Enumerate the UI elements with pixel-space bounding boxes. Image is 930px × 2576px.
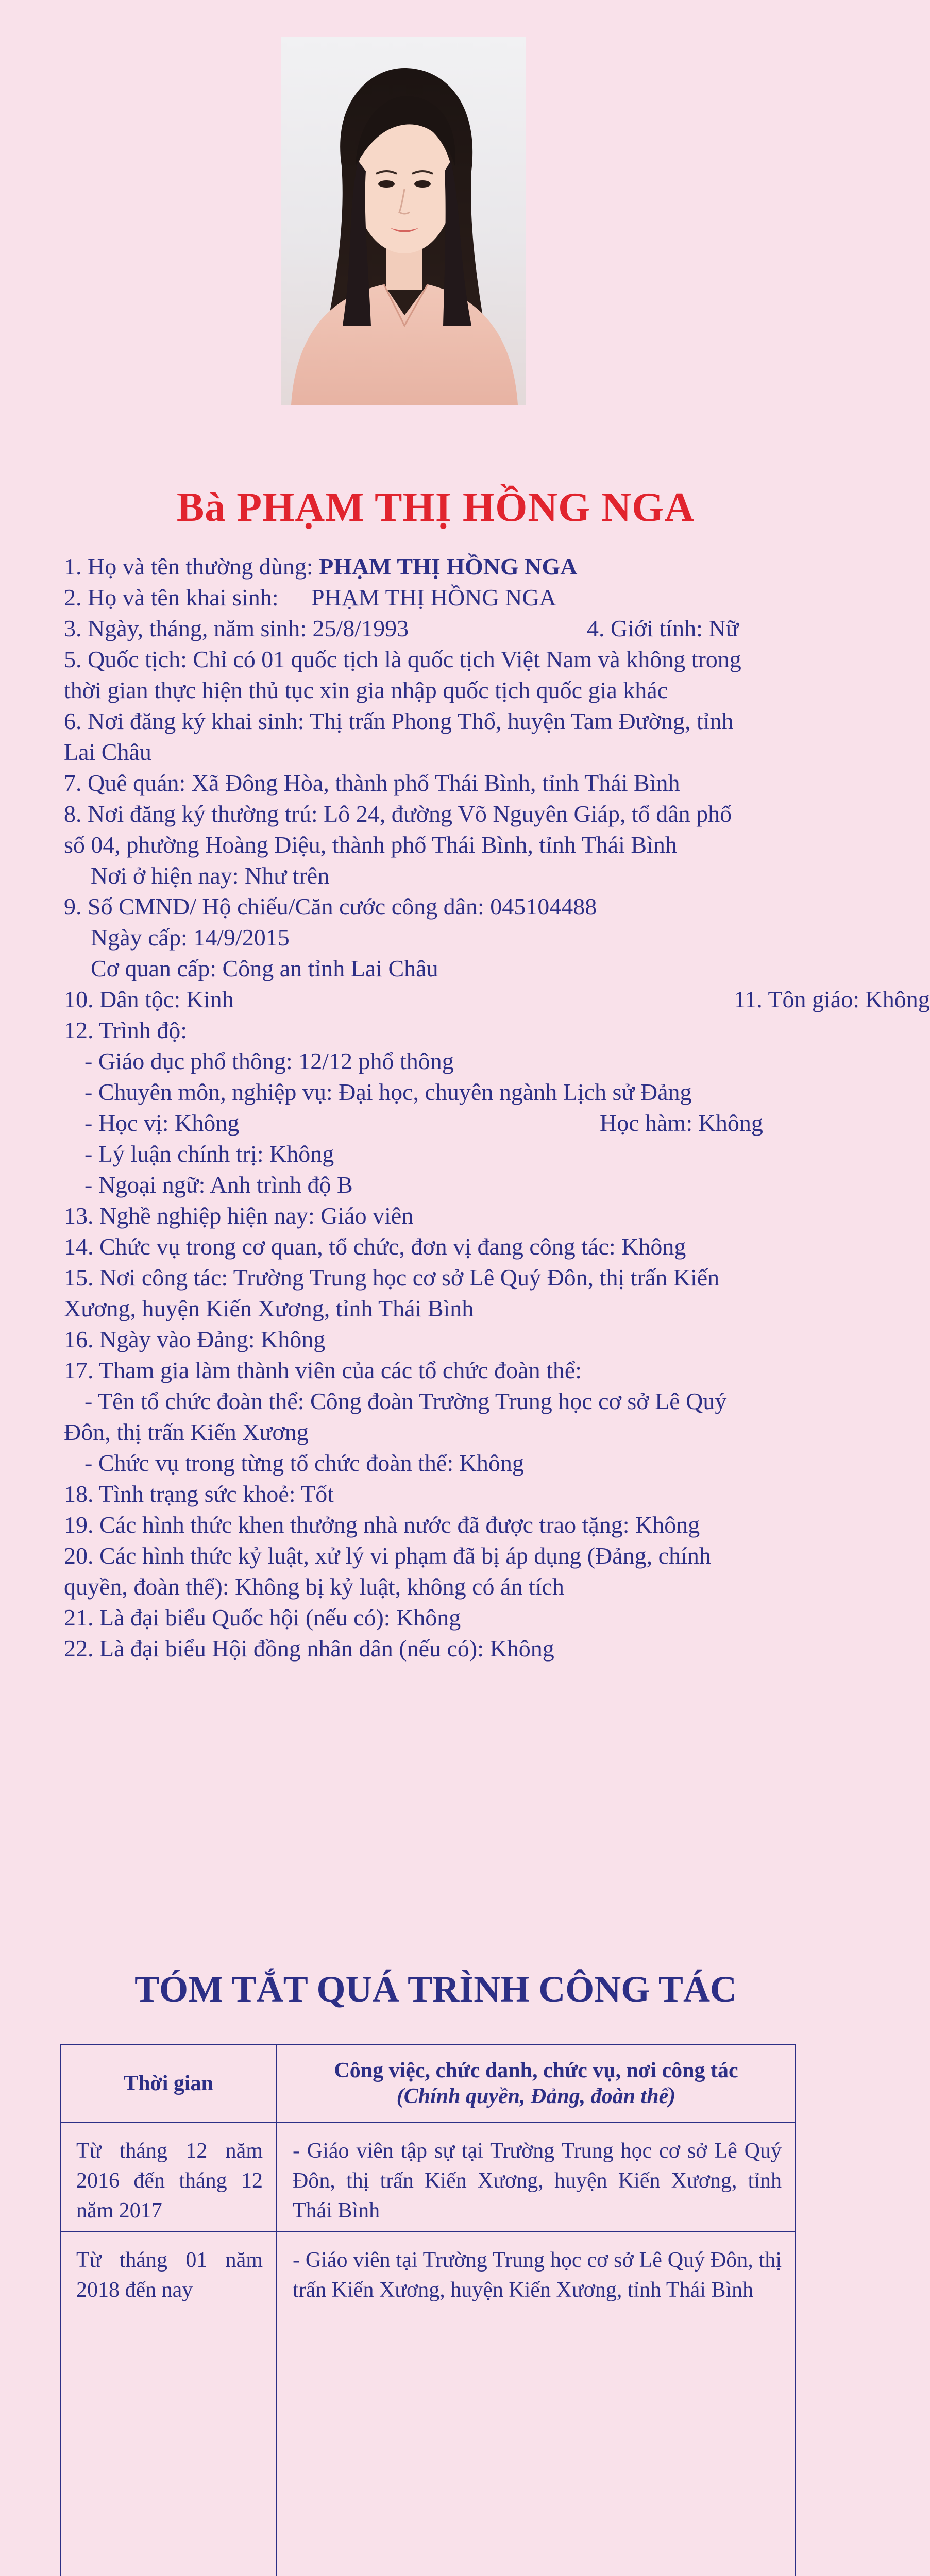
info-line-12: 12. Trình độ:	[64, 1017, 188, 1043]
column-header-job: Công việc, chức danh, chức vụ, nơi công tác (Chính quyền, Đảng, đoàn thể)	[277, 2045, 796, 2122]
common-name: PHẠM THỊ HỒNG NGA	[319, 553, 578, 580]
info-line-6b: Lai Châu	[64, 739, 151, 765]
info-line-17a1: - Tên tổ chức đoàn thể: Công đoàn Trường Trung học cơ sở Lê Quý	[84, 1388, 727, 1414]
row-job: - Giáo viên tập sự tại Trường Trung học cơ sở Lê Quý Đôn, thị trấn Kiến Xương, huyện Kiến Xương, tỉnh Thái Bình	[277, 2122, 796, 2231]
table-header-row	[60, 2045, 796, 2122]
info-line-14: 14. Chức vụ trong cơ quan, tổ chức, đơn vị đang công tác: Không	[64, 1233, 686, 1260]
info-line-20a: 20. Các hình thức kỷ luật, xử lý vi phạm đã bị áp dụng (Đảng, chính	[64, 1543, 711, 1569]
page-title: Bà PHẠM THỊ HỒNG NGA	[176, 485, 695, 530]
table-row	[60, 2231, 796, 2576]
info-line-19: 19. Các hình thức khen thưởng nhà nước đã được trao tặng: Không	[64, 1512, 700, 1538]
row-time: Từ tháng 12 năm 2016 đến tháng 12 năm 2017	[60, 2122, 277, 2231]
gender: 4. Giới tính: Nữ	[587, 615, 739, 641]
birth-name: PHẠM THỊ HỒNG NGA	[311, 584, 556, 611]
info-line-9c: Cơ quan cấp: Công an tỉnh Lai Châu	[91, 955, 438, 981]
table-row	[60, 2122, 796, 2231]
info-line-15b: Xương, huyện Kiến Xương, tỉnh Thái Bình	[64, 1295, 474, 1321]
info-line-12c: - Học vị: Không Học hàm: Không	[64, 1108, 811, 1139]
info-line-17b: - Chức vụ trong từng tổ chức đoàn thể: Không	[84, 1450, 524, 1476]
religion: 11. Tôn giáo: Không	[734, 986, 930, 1012]
info-line-15a: 15. Nơi công tác: Trường Trung học cơ sở Lê Quý Đôn, thị trấn Kiến	[64, 1264, 720, 1291]
info-line-7: 7. Quê quán: Xã Đông Hòa, thành phố Thái Bình, tỉnh Thái Bình	[64, 770, 680, 796]
personal-info	[64, 551, 930, 1664]
info-line-17a2: Đôn, thị trấn Kiến Xương	[64, 1419, 309, 1445]
info-line-3: 3. Ngày, tháng, năm sinh: 25/8/1993 4. Giới tính: Nữ	[64, 613, 811, 644]
academic-rank: Học hàm: Không	[600, 1110, 763, 1136]
info-line-12a: - Giáo dục phổ thông: 12/12 phổ thông	[84, 1048, 454, 1074]
info-line-10: 10. Dân tộc: Kinh 11. Tôn giáo: Không	[64, 984, 811, 1015]
info-line-8c: Nơi ở hiện nay: Như trên	[91, 862, 330, 889]
info-line-12d: - Lý luận chính trị: Không	[84, 1141, 334, 1167]
info-line-12e: - Ngoại ngữ: Anh trình độ B	[84, 1172, 353, 1198]
info-line-17: 17. Tham gia làm thành viên của các tổ chức đoàn thể:	[64, 1357, 582, 1383]
info-line-2: 2. Họ và tên khai sinh: PHẠM THỊ HỒNG NGA	[64, 582, 811, 613]
info-line-9a: 9. Số CMND/ Hộ chiếu/Căn cước công dân: 045104488	[64, 893, 597, 920]
row-job: - Giáo viên tại Trường Trung học cơ sở Lê Quý Đôn, thị trấn Kiến Xương, huyện Kiến Xương, tỉnh Thái Bình	[277, 2231, 796, 2576]
work-history-title: TÓM TẮT QUÁ TRÌNH CÔNG TÁC	[134, 1969, 737, 2010]
info-line-1: 1. Họ và tên thường dùng: PHẠM THỊ HỒNG NGA	[64, 553, 578, 580]
info-line-8b: số 04, phường Hoàng Diệu, thành phố Thái Bình, tỉnh Thái Bình	[64, 832, 677, 858]
info-line-5a: 5. Quốc tịch: Chỉ có 01 quốc tịch là quốc tịch Việt Nam và không trong	[64, 646, 741, 672]
info-line-13: 13. Nghề nghiệp hiện nay: Giáo viên	[64, 1202, 414, 1229]
row-time: Từ tháng 01 năm 2018 đến nay	[60, 2231, 277, 2576]
info-line-9b: Ngày cấp: 14/9/2015	[91, 924, 290, 951]
info-line-16: 16. Ngày vào Đảng: Không	[64, 1326, 326, 1352]
info-line-8a: 8. Nơi đăng ký thường trú: Lô 24, đường Võ Nguyên Giáp, tổ dân phố	[64, 801, 732, 827]
info-line-12b: - Chuyên môn, nghiệp vụ: Đại học, chuyên ngành Lịch sử Đảng	[84, 1079, 692, 1105]
info-line-5b: thời gian thực hiện thủ tục xin gia nhập quốc tịch quốc gia khác	[64, 677, 668, 703]
info-line-20b: quyền, đoàn thể): Không bị kỷ luật, không có án tích	[64, 1573, 564, 1600]
portrait-photo	[281, 37, 526, 405]
info-line-22: 22. Là đại biểu Hội đồng nhân dân (nếu có): Không	[64, 1635, 554, 1662]
column-header-time: Thời gian	[60, 2045, 277, 2122]
info-line-18: 18. Tình trạng sức khoẻ: Tốt	[64, 1481, 334, 1507]
info-line-21: 21. Là đại biểu Quốc hội (nếu có): Không	[64, 1604, 461, 1631]
info-line-6a: 6. Nơi đăng ký khai sinh: Thị trấn Phong Thổ, huyện Tam Đường, tỉnh	[64, 708, 734, 734]
work-history-table	[60, 2044, 796, 2576]
